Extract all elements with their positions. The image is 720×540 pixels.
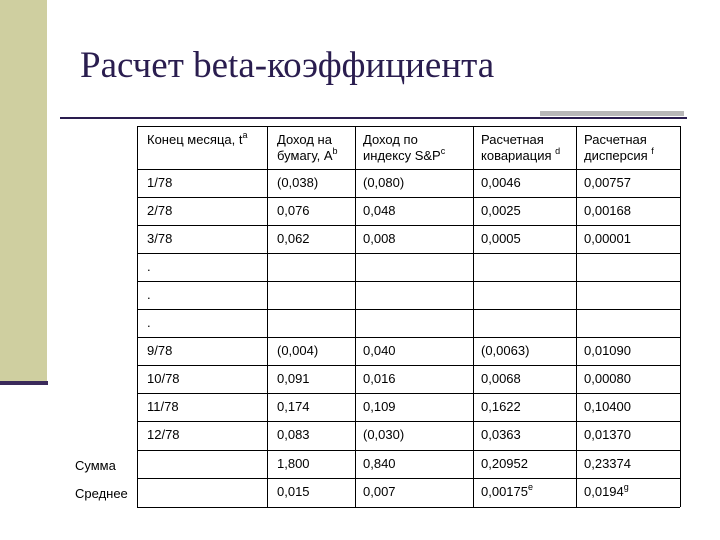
grid-line-h [137,253,680,254]
grid-line-v [473,126,474,507]
table-cell: (0,0063) [481,343,530,358]
table-cell: 0,0068 [481,371,521,386]
table-cell: 0,01090 [584,343,631,358]
grid-line-h [137,478,680,479]
table-cell: (0,030) [363,427,405,442]
row-label: Сумма [75,458,116,473]
grid-line-h [137,281,680,282]
table-cell: 0,091 [277,371,310,386]
grid-line-h [137,126,680,127]
table-cell: 2/78 [147,203,173,218]
page-title: Расчет beta-коэффициента [80,45,495,86]
table-cell: 0,20952 [481,456,528,471]
table-cell: 1/78 [147,175,173,190]
table-cell: 12/78 [147,427,180,442]
header-covariance: Расчетная ковариация $^d$ [481,132,561,163]
table-cell: 0,840 [363,456,396,471]
grid-line-h [137,421,680,422]
table-cell: 0,008 [363,231,396,246]
grid-line-v [267,126,268,507]
table-cell: (0,004) [277,343,319,358]
grid-line-h [137,450,680,451]
table-cell: 0,015 [277,484,310,499]
table-cell: 0,0194$^g$ [584,482,629,499]
table-cell: 10/78 [147,371,180,386]
table-cell: 11/78 [147,399,179,414]
header-index-return: Доход по индексу $S\&P^c$ [363,132,446,163]
table-cell: 0,01370 [584,427,631,442]
table-cell: 0,0363 [481,427,521,442]
table-cell: 0,0025 [481,203,521,218]
grid-line-v [576,126,577,507]
table-cell: 0,076 [277,203,310,218]
table-cell: 0,10400 [584,399,631,414]
table-cell: 0,00757 [584,175,631,190]
grid-line-h [137,197,680,198]
table-cell: 0,007 [363,484,396,499]
grid-line-h [137,309,680,310]
left-decor-line [0,381,48,385]
row-label: Среднее [75,486,128,501]
table-cell: 0,0005 [481,231,521,246]
grid-line-h [137,337,680,338]
left-decor-bar [0,0,47,385]
table-cell: 0,00168 [584,203,631,218]
table-cell: 0,00175e [481,482,534,499]
grid-line-v [680,126,681,507]
table-cell: 0,00080 [584,371,631,386]
table-cell: 9/78 [147,343,173,358]
grid-line-h [137,225,680,226]
table-cell: . [147,315,151,330]
grid-line-h [137,393,680,394]
table-cell: 0,0046 [481,175,521,190]
grid-line-v [137,126,138,507]
grid-line-h [137,169,680,170]
title-accent-bar [540,111,684,116]
table-cell: 0,174 [277,399,310,414]
header-month: Конец месяца, $t^a$ [147,130,248,147]
table-cell: 0,23374 [584,456,631,471]
table-cell: 3/78 [147,231,173,246]
table-cell: 0,016 [363,371,396,386]
table-cell: 0,062 [277,231,310,246]
table-cell: (0,080) [363,175,405,190]
table-cell: . [147,259,151,274]
table-cell: . [147,287,151,302]
table-cell: 0,048 [363,203,396,218]
grid-line-v [355,126,356,507]
table-cell: 0,040 [363,343,396,358]
table-cell: 0,1622 [481,399,521,414]
table-cell: 0,00001 [584,231,631,246]
table-cell: 0,109 [363,399,396,414]
header-stock-return: Доход на бумагу, $A^b$ [277,132,338,163]
table-cell: (0,038) [277,175,319,190]
header-variance: Расчетная дисперсия $^f$ [584,132,654,163]
grid-line-h [137,365,680,366]
table-cell: 0,083 [277,427,310,442]
title-underline [60,117,687,119]
grid-line-h [137,507,680,508]
table-cell: 1,800 [277,456,310,471]
